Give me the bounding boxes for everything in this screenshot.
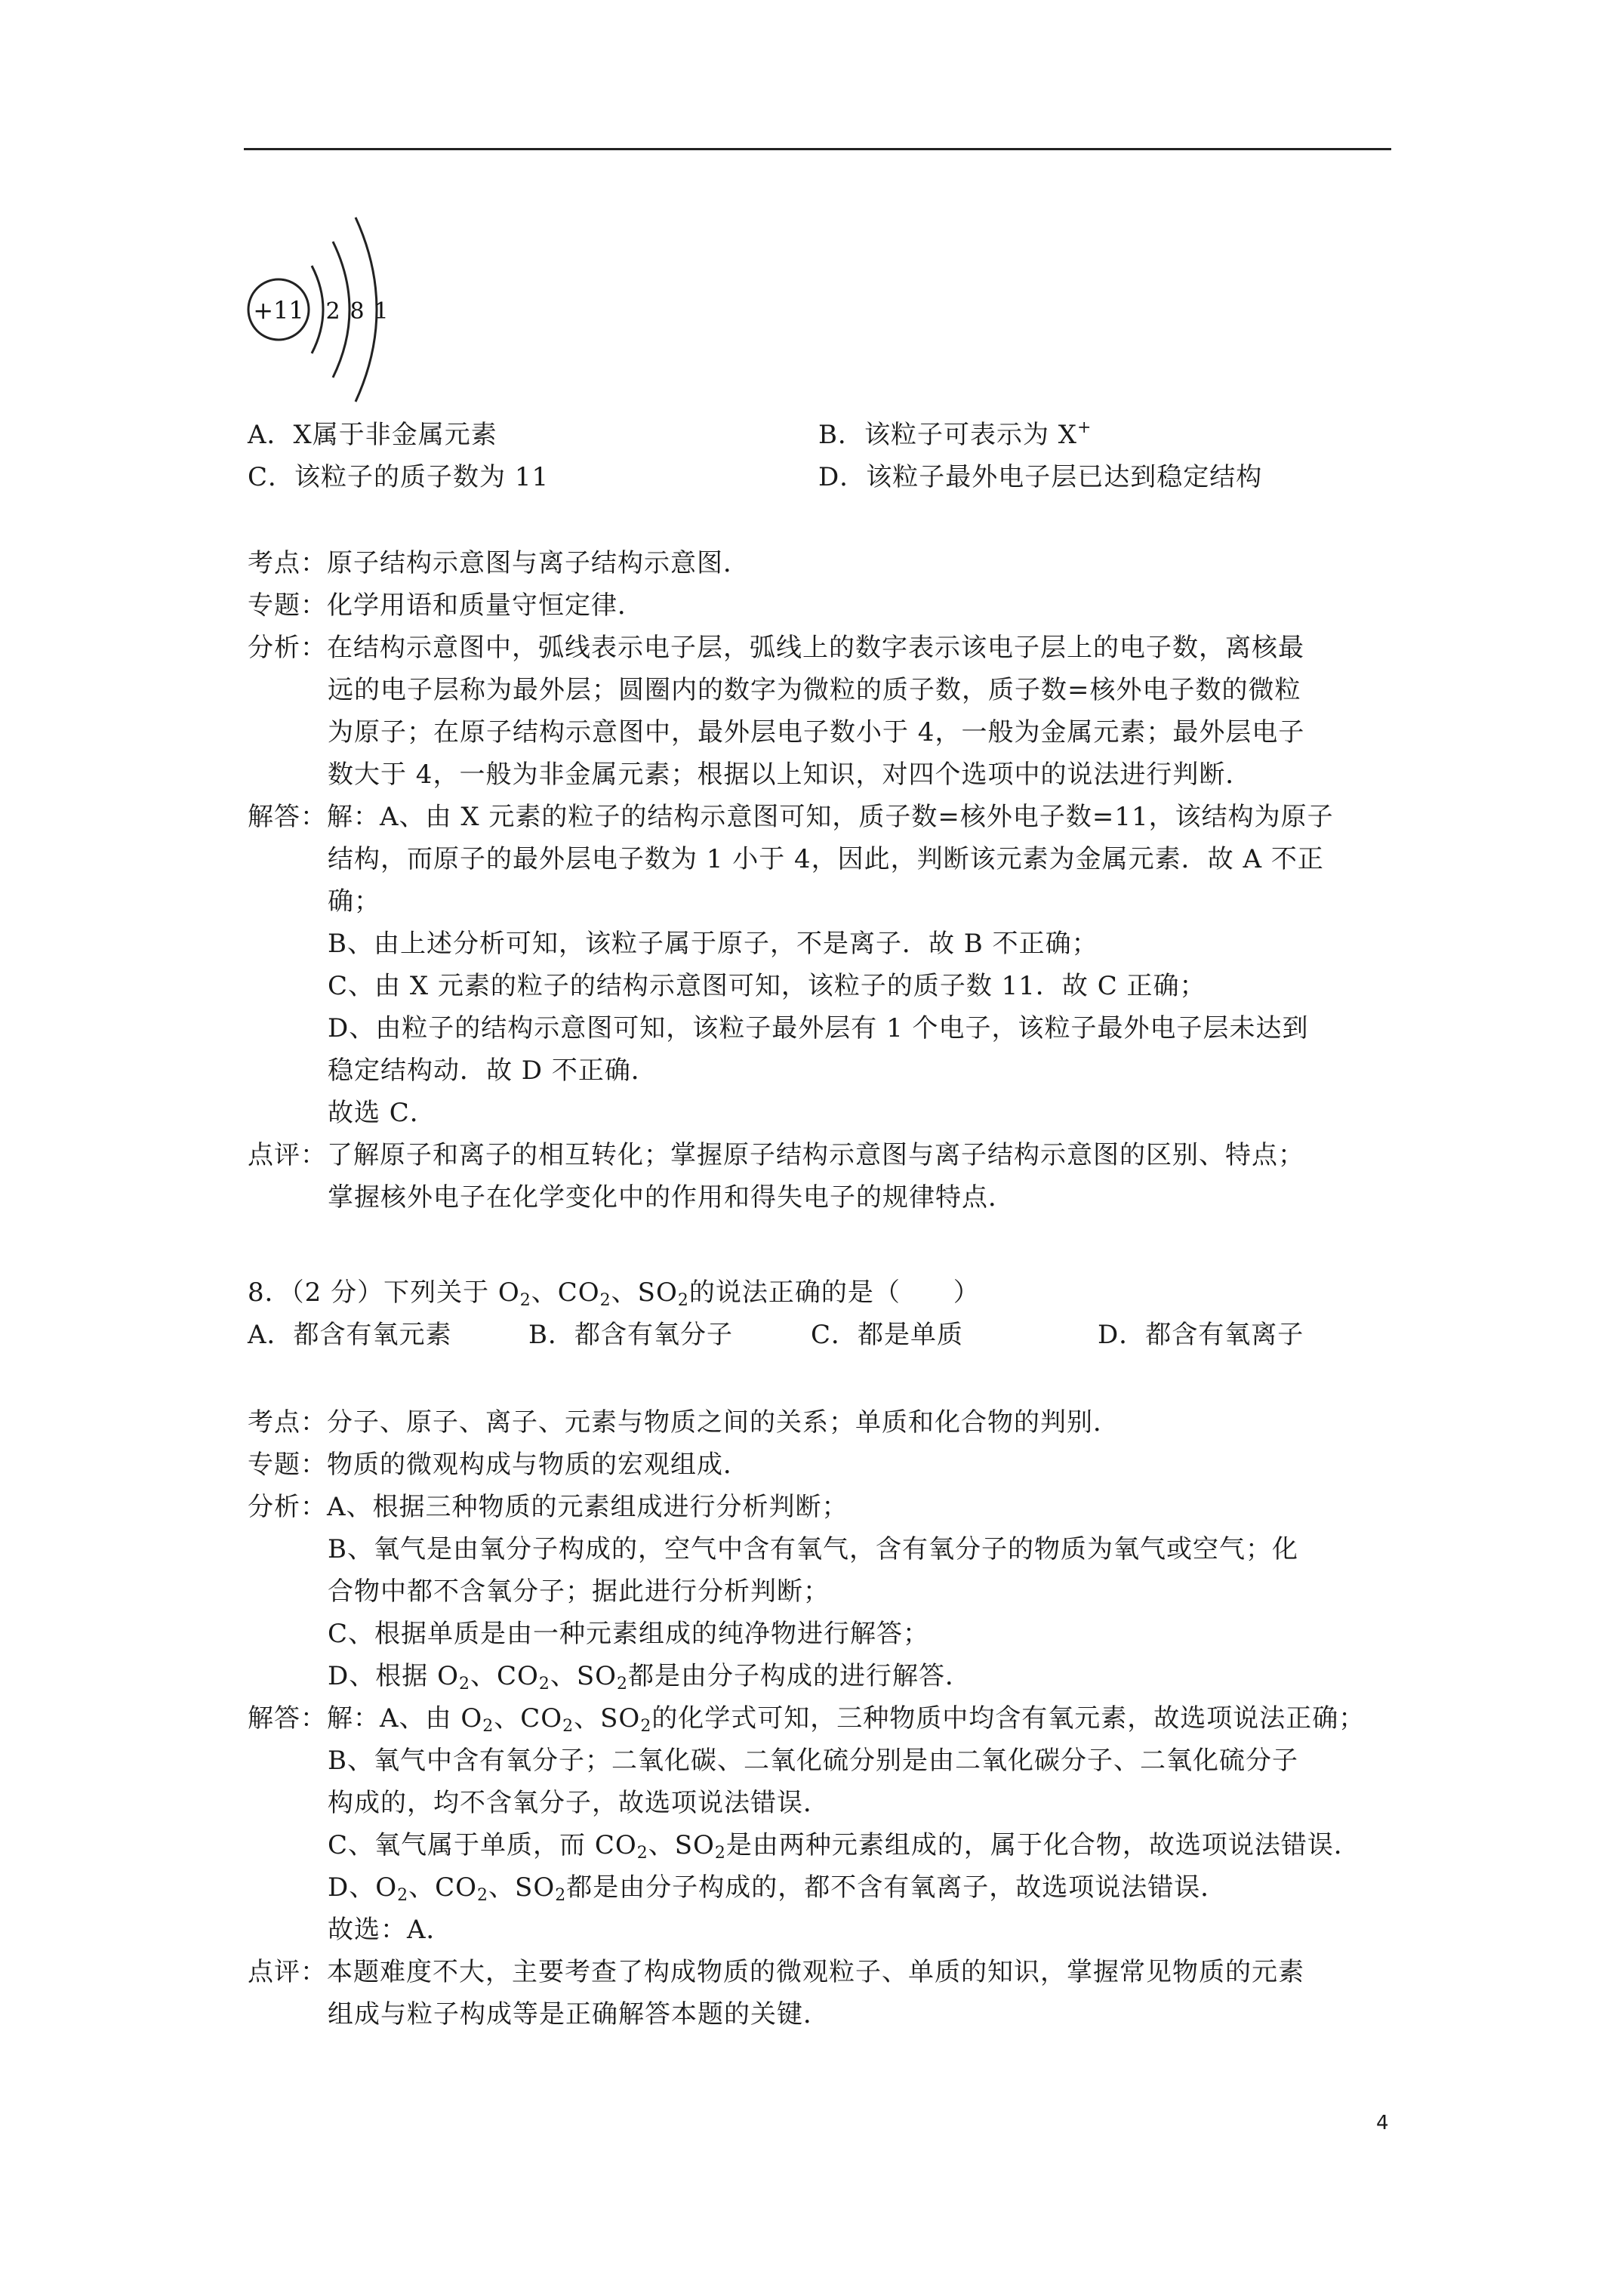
q7-dianping-label: 点评： [248, 1140, 327, 1170]
q8-jieda-1-o2-sub: 2 [482, 1717, 494, 1736]
q7-jieda [248, 796, 1334, 838]
q7-jieda-line-8: 故选 C． [328, 1098, 436, 1128]
q7-jieda-line-7: 稳定结构动．故 D 不正确． [328, 1056, 658, 1086]
q7-fenxi-line-3: 为原子；在原子结构示意图中，最外层电子数小于 4，一般为金属元素；最外层电子 [328, 717, 1305, 747]
shell-electrons-1: 2 [325, 298, 340, 325]
q8-jieda-1-co: CO [520, 1703, 563, 1734]
q8-stem-co: CO [557, 1277, 600, 1308]
atom-structure-diagram [244, 211, 410, 408]
q7-option-c: C．该粒子的质子数为 11 [248, 462, 550, 492]
q8-fenxi-5-so2-sub: 2 [617, 1675, 629, 1693]
q8-fenxi-5-sep-2: 、 [550, 1661, 577, 1691]
q8-jieda-1-co2-sub: 2 [562, 1717, 574, 1736]
q8-jieda-5-end: 都是由分子构成的，都不含有氧离子，故选项说法错误． [566, 1872, 1227, 1903]
q7-zhuanti [248, 584, 644, 627]
header-rule [244, 148, 1391, 150]
q8-jieda-4-start: C、氧气属于单质，而 CO [328, 1830, 637, 1860]
shell-arc-1 [312, 266, 323, 353]
q8-jieda-4-sep: 、 [648, 1830, 675, 1860]
q8-stem-so2-sub: 2 [677, 1291, 689, 1310]
q7-kaodian-text: 原子结构示意图与离子结构示意图． [327, 548, 750, 578]
q8-dianping-line-1: 本题难度不大，主要考查了构成物质的微观粒子、单质的知识，掌握常见物质的元素 [327, 1957, 1304, 1987]
q8-jieda-4-co2-sub: 2 [636, 1844, 648, 1863]
page-number: 4 [1376, 2112, 1389, 2134]
q7-fenxi-line-4: 数大于 4，一般为非金属元素；根据以上知识，对四个选项中的说法进行判断． [328, 760, 1252, 790]
q8-fenxi-line-1: A、根据三种物质的元素组成进行分析判断； [327, 1492, 848, 1522]
q7-jieda-line-3: 确； [328, 886, 380, 917]
q7-option-d: D．该粒子最外电子层已达到稳定结构 [818, 462, 1263, 492]
q8-option-b: B．都含有氧分子 [528, 1320, 733, 1350]
q8-jieda-line-2: B、氧气中含有氧分子；二氧化碳、二氧化硫分别是由二氧化碳分子、二氧化硫分子 [328, 1746, 1298, 1776]
q8-stem-start: 8．（2 分）下列关于 O [248, 1277, 520, 1308]
q8-fenxi-5-o2-sub: 2 [458, 1675, 470, 1693]
q8-zhuanti-label: 专题： [248, 1450, 327, 1480]
q8-jieda-line-5 [328, 1866, 1227, 1909]
q8-stem-so: SO [637, 1277, 678, 1308]
q8-fenxi-5-so: SO [576, 1661, 617, 1691]
q8-jieda-4-end: 是由两种元素组成的，属于化合物，故选项说法错误． [725, 1830, 1360, 1860]
q8-kaodian-text: 分子、原子、离子、元素与物质之间的关系；单质和化合物的判别． [327, 1407, 1119, 1438]
q8-fenxi-5-co2-sub: 2 [538, 1675, 550, 1693]
nucleus-charge: +11 [253, 296, 304, 325]
q8-jieda-5-sep-1: 、 [408, 1872, 436, 1903]
q7-dianping-line-2: 掌握核外电子在化学变化中的作用和得失电子的规律特点． [328, 1182, 1015, 1213]
q8-jieda-5-o2-sub: 2 [397, 1886, 409, 1905]
q7-option-a: A．X属于非金属元素 [248, 420, 497, 450]
q8-zhuanti [248, 1444, 750, 1486]
q7-jieda-label: 解答： [248, 802, 327, 832]
q7-jieda-line-6: D、由粒子的结构示意图可知，该粒子最外层有 1 个电子，该粒子最外电子层未达到 [328, 1013, 1309, 1043]
q8-fenxi-line-4: C、根据单质是由一种元素组成的纯净物进行解答； [328, 1619, 930, 1649]
q8-stem-co2-sub: 2 [599, 1291, 611, 1310]
q8-jieda-1-so2-sub: 2 [640, 1717, 652, 1736]
shell-electrons-3: 1 [374, 298, 389, 325]
q8-jieda-line-3: 构成的，均不含氧分子，故选项说法错误． [328, 1788, 830, 1818]
q8-jieda-1-start: 解：A、由 O [327, 1703, 483, 1734]
q7-jieda-line-1: 解：A、由 X 元素的粒子的结构示意图可知，质子数=核外电子数=11，该结构为原子 [327, 802, 1334, 832]
q8-dianping-line-2: 组成与粒子构成等是正确解答本题的关键． [328, 1999, 830, 2029]
q8-fenxi-5-start: D、根据 O [328, 1661, 459, 1691]
q8-option-d: D．都含有氧离子 [1098, 1320, 1304, 1350]
q8-jieda-4-so2-sub: 2 [714, 1844, 726, 1863]
q8-jieda-label: 解答： [248, 1703, 327, 1734]
q8-jieda-1-sep-1: 、 [494, 1703, 521, 1734]
q8-fenxi-5-sep-1: 、 [470, 1661, 497, 1691]
q8-jieda-4-so: SO [674, 1830, 715, 1860]
q8-jieda-5-sep-2: 、 [488, 1872, 516, 1903]
q7-kaodian [248, 542, 750, 584]
q8-jieda-line-4 [328, 1824, 1360, 1866]
q8-stem-o2-sub: 2 [519, 1291, 531, 1310]
q7-fenxi-line-1: 在结构示意图中，弧线表示电子层，弧线上的数字表示该电子层上的电子数，离核最 [327, 633, 1304, 663]
q8-stem-sep-1: 、 [531, 1277, 558, 1308]
q8-fenxi-5-end: 都是由分子构成的进行解答． [628, 1661, 972, 1691]
q7-option-b [818, 414, 1092, 456]
q8-jieda-1-sep-2: 、 [574, 1703, 601, 1734]
q7-zhuanti-label: 专题： [248, 590, 327, 621]
q7-option-b-charge: + [1077, 418, 1092, 437]
q8-jieda-1-end: 的化学式可知，三种物质中均含有氧元素，故选项说法正确； [651, 1703, 1366, 1734]
q8-fenxi-label: 分析： [248, 1492, 327, 1522]
q7-fenxi-label: 分析： [248, 633, 327, 663]
q8-jieda-1-so: SO [600, 1703, 641, 1734]
q7-option-b-text: B．该粒子可表示为 X [818, 420, 1077, 450]
q8-dianping-label: 点评： [248, 1957, 327, 1987]
q8-jieda-5-start: D、O [328, 1872, 398, 1903]
q8-fenxi-line-2: B、氧气是由氧分子构成的，空气中含有氧气，含有氧分子的物质为氧气或空气；化 [328, 1534, 1298, 1564]
q8-stem-sep-2: 、 [611, 1277, 638, 1308]
q7-jieda-line-4: B、由上述分析可知，该粒子属于原子，不是离子．故 B 不正确； [328, 929, 1098, 959]
q8-jieda-5-so2-sub: 2 [555, 1886, 567, 1905]
q8-option-a: A．都含有氧元素 [248, 1320, 452, 1350]
q8-jieda-5-so: SO [515, 1872, 556, 1903]
q8-option-c: C．都是单质 [811, 1320, 964, 1350]
q7-fenxi [248, 627, 1304, 669]
q8-fenxi [248, 1486, 848, 1528]
q7-zhuanti-text: 化学用语和质量守恒定律． [327, 590, 644, 621]
q8-kaodian-label: 考点： [248, 1407, 327, 1438]
q7-jieda-line-5: C、由 X 元素的粒子的结构示意图可知，该粒子的质子数 11．故 C 正确； [328, 971, 1206, 1001]
q7-dianping-line-1: 了解原子和离子的相互转化；掌握原子结构示意图与离子结构示意图的区别、特点； [327, 1140, 1304, 1170]
q8-stem [248, 1271, 980, 1314]
q8-fenxi-line-3: 合物中都不含氧分子；据此进行分析判断； [328, 1576, 830, 1607]
q8-kaodian [248, 1401, 1119, 1444]
q8-jieda-line-6: 故选：A． [328, 1915, 453, 1945]
q8-dianping [248, 1951, 1304, 1993]
q7-dianping [248, 1134, 1304, 1176]
q8-zhuanti-text: 物质的微观构成与物质的宏观组成． [327, 1450, 750, 1480]
q8-jieda [248, 1697, 1365, 1740]
q8-fenxi-line-5 [328, 1655, 972, 1697]
q8-fenxi-5-co: CO [496, 1661, 539, 1691]
shell-electrons-2: 8 [350, 298, 365, 325]
q8-jieda-5-co: CO [435, 1872, 478, 1903]
q7-kaodian-label: 考点： [248, 548, 327, 578]
q8-stem-end: 的说法正确的是（ ） [688, 1277, 980, 1308]
q7-fenxi-line-2: 远的电子层称为最外层；圆圈内的数字为微粒的质子数，质子数=核外电子数的微粒 [328, 675, 1301, 705]
q7-jieda-line-2: 结构，而原子的最外层电子数为 1 小于 4，因此，判断该元素为金属元素．故 A 不正 [328, 844, 1324, 874]
q8-jieda-5-co2-sub: 2 [477, 1886, 489, 1905]
